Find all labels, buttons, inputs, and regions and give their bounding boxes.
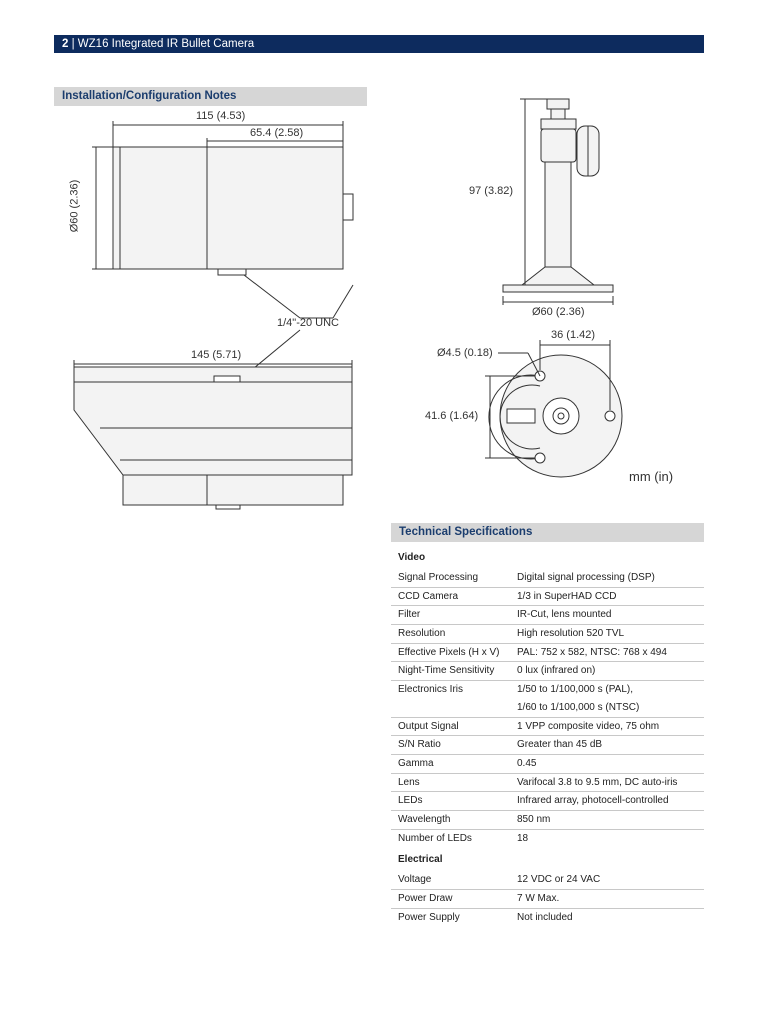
spec-key: Output Signal [398, 720, 459, 732]
dimension-hole-spacing: 36 (1.42) [551, 329, 596, 341]
spec-value-continued: 1/60 to 1/100,000 s (NTSC) [517, 701, 640, 713]
spec-key: Number of LEDs [398, 832, 472, 844]
camera-side-view-top [113, 147, 353, 275]
mount-bracket-side-view [503, 99, 613, 292]
spec-key: Electronics Iris [398, 684, 464, 696]
page-number: 2 [62, 38, 69, 50]
spec-group-electrical: Electrical [398, 854, 443, 866]
spec-key: Lens [398, 776, 420, 788]
document-title: | WZ16 Integrated IR Bullet Camera [71, 38, 255, 50]
table-row [391, 681, 704, 699]
table-row [391, 644, 704, 663]
table-row [391, 792, 704, 811]
mount-base-plate-view [489, 355, 622, 477]
dimension-length-inner: 65.4 (2.58) [250, 127, 304, 139]
table-row [391, 625, 704, 644]
spec-key: Resolution [398, 628, 446, 640]
spec-key: Filter [398, 609, 421, 621]
spec-value: Not included [517, 911, 573, 923]
spec-key: Power Draw [398, 893, 453, 904]
dimension-hole-vertical: 41.6 (1.64) [425, 410, 479, 422]
spec-key: Voltage [398, 874, 432, 886]
spec-value: 850 nm [517, 813, 551, 825]
table-row [391, 569, 704, 588]
installation-section-heading: Installation/Configuration Notes [54, 87, 367, 106]
specifications-table [391, 545, 704, 926]
spec-value: 1/50 to 1/100,000 s (PAL), [517, 684, 634, 696]
spec-value: 18 [517, 832, 529, 844]
table-row [391, 662, 704, 681]
spec-key: CCD Camera [398, 590, 459, 602]
dimension-bracket-height: 97 (3.82) [469, 185, 514, 197]
dimension-hole-diameter: Ø4.5 (0.18) [437, 347, 493, 359]
spec-key: Signal Processing [398, 572, 479, 583]
spec-value: 1/3 in SuperHAD CCD [517, 590, 617, 602]
spec-value: 1 VPP composite video, 75 ohm [517, 720, 660, 732]
table-row [391, 830, 704, 848]
spec-key: Gamma [398, 757, 434, 769]
spec-key: Power Supply [398, 911, 460, 923]
dimension-length-bottom: 145 (5.71) [191, 349, 242, 361]
spec-key: S/N Ratio [398, 739, 441, 751]
camera-side-view-bottom [74, 367, 352, 509]
spec-value: IR-Cut, lens mounted [517, 609, 612, 621]
table-row [391, 606, 704, 625]
spec-value: 7 W Max. [517, 893, 560, 904]
spec-value: Varifocal 3.8 to 9.5 mm, DC auto-iris [517, 776, 678, 788]
table-row [391, 890, 704, 909]
spec-value: Greater than 45 dB [517, 739, 603, 751]
dimension-base-diameter: Ø60 (2.36) [532, 306, 585, 318]
spec-group-video: Video [398, 552, 426, 563]
dimension-diameter: Ø60 (2.36) [68, 179, 81, 233]
table-row [391, 774, 704, 793]
table-row [391, 718, 704, 737]
spec-value: Digital signal processing (DSP) [517, 572, 655, 583]
units-label: mm (in) [629, 469, 674, 484]
dimension-length-top: 115 (4.53) [196, 110, 246, 122]
spec-value: Infrared array, photocell-controlled [517, 795, 669, 807]
spec-value: PAL: 752 x 582, NTSC: 768 x 494 [517, 646, 667, 658]
table-row [391, 755, 704, 774]
table-row [391, 588, 704, 607]
spec-value: 0 lux (infrared on) [517, 665, 596, 677]
table-row [391, 909, 704, 927]
spec-value: 0.45 [517, 757, 537, 769]
table-row [391, 871, 704, 890]
table-row [391, 811, 704, 830]
table-row [391, 699, 704, 718]
spec-key: Effective Pixels (H x V) [398, 646, 500, 658]
spec-value: 12 VDC or 24 VAC [517, 874, 601, 886]
table-row [391, 736, 704, 755]
specifications-section-heading: Technical Specifications [391, 523, 704, 542]
spec-key: Night-Time Sensitivity [398, 665, 495, 677]
spec-key: LEDs [398, 795, 423, 807]
dimension-mount-thread: 1/4"-20 UNC [277, 317, 339, 329]
spec-key: Wavelength [398, 813, 451, 825]
spec-value: High resolution 520 TVL [517, 628, 625, 640]
